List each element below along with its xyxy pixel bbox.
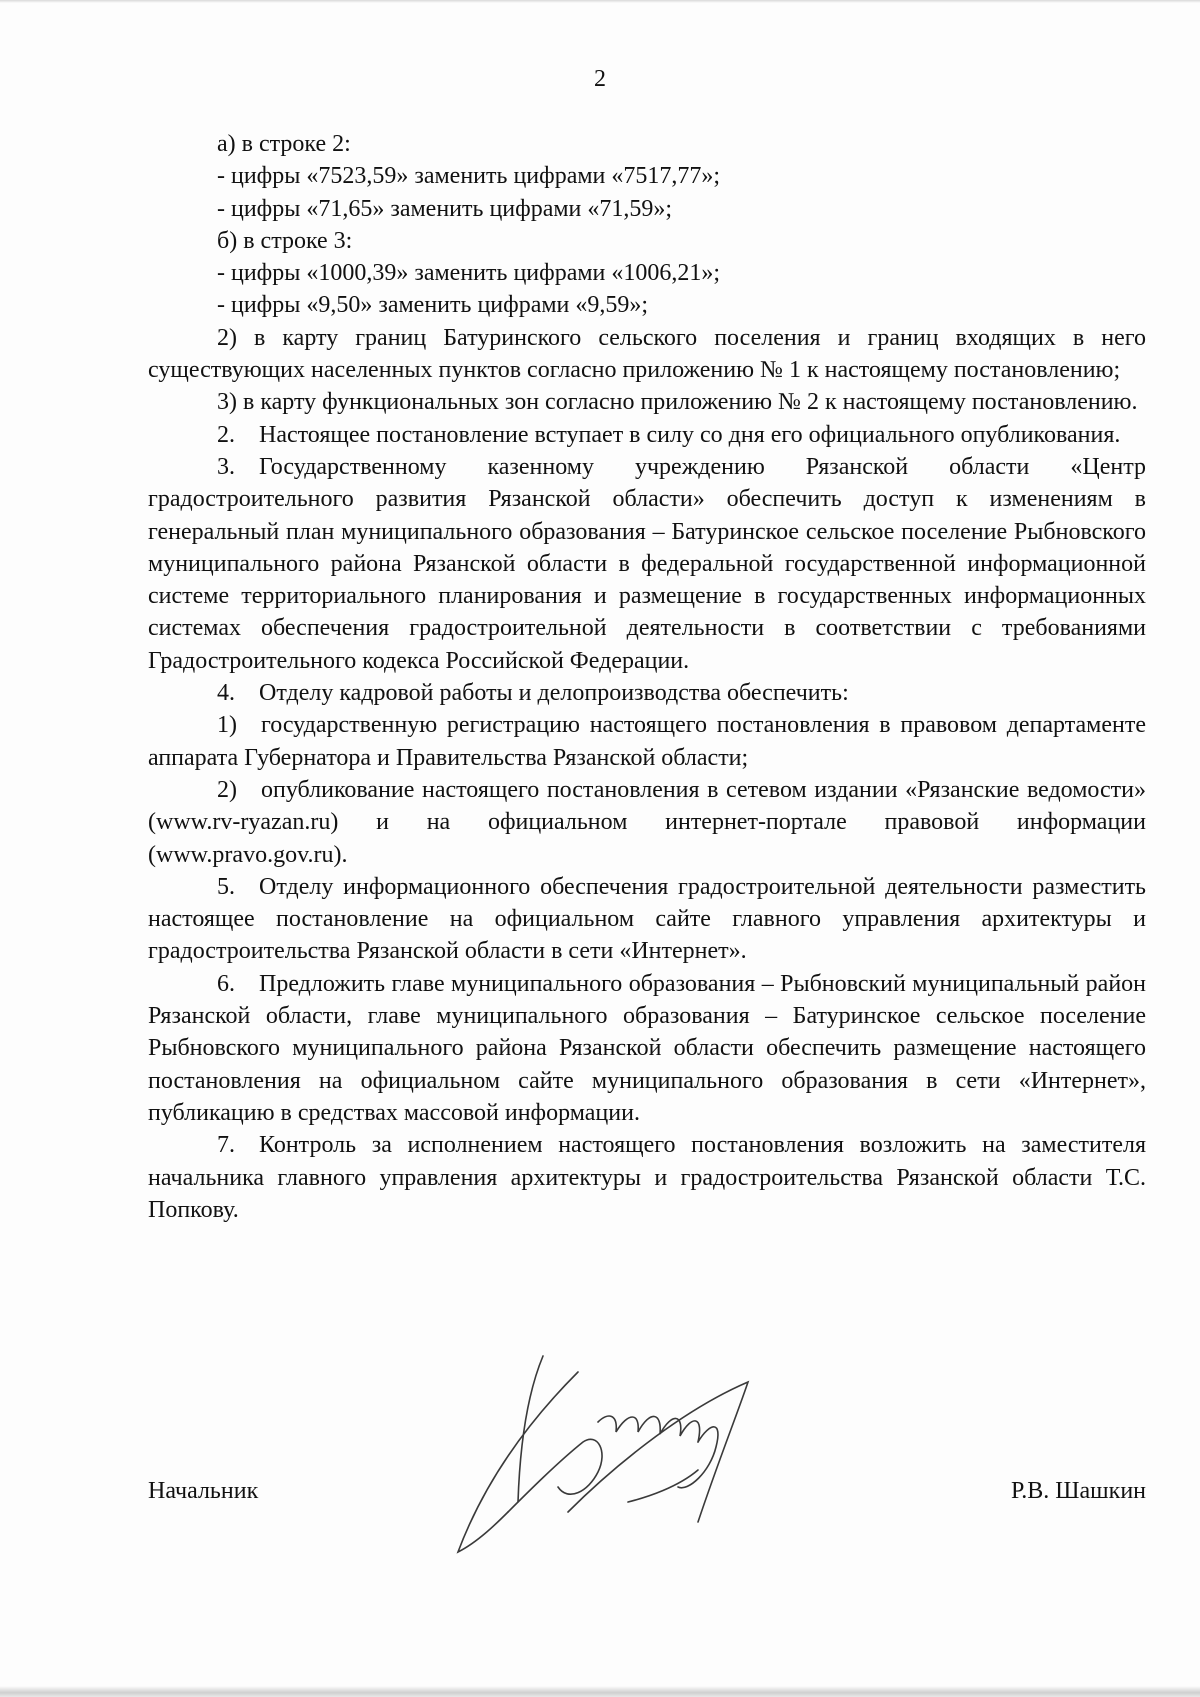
paragraph-1b-item-1: - цифры «1000,39» заменить цифрами «1006,21»; bbox=[217, 260, 721, 287]
paragraph-1a-item-2: - цифры «71,65» заменить цифрами «71,59»; bbox=[217, 195, 673, 222]
paragraph-7: 7. Контроль за исполнением настоящего постановления возложить на заместителя начальника главного управления архитектуры и градостроительства Рязанской области Т.С. Попкову. bbox=[148, 1132, 1146, 1223]
signatory-name: Р.В. Шашкин bbox=[1010, 1478, 1146, 1504]
paragraph-1b: б) в строке 3: bbox=[217, 227, 353, 254]
handwritten-signature bbox=[448, 1352, 788, 1592]
scan-edge-bottom bbox=[0, 1686, 1200, 1697]
paragraph-4: 4. Отделу кадровой работы и делопроизводства обеспечить: bbox=[217, 680, 849, 707]
paragraph-1a-item-1: - цифры «7523,59» заменить цифрами «7517,77»; bbox=[217, 163, 721, 190]
document-body bbox=[148, 128, 1146, 1226]
paragraph-1-2: 2) в карту границ Батуринского сельского поселения и границ входящих в него существующих населенных пунктов согласно приложению № 1 к настоящему постановлению; bbox=[148, 324, 1146, 384]
scan-edge-top bbox=[0, 0, 1200, 3]
signature-stroke-4 bbox=[598, 1416, 700, 1442]
paragraph-4-2: 2) опубликование настоящего постановления в сетевом издании «Рязанские ведомости» (www.rv-ryazan.ru) и на официальном интернет-портале правовой информации (www.pravo.gov.ru). bbox=[148, 776, 1146, 868]
signature-stroke-5 bbox=[678, 1427, 718, 1488]
paragraph-1b-item-2: - цифры «9,50» заменить цифрами «9,59»; bbox=[217, 292, 649, 319]
paragraph-4-1: 1) государственную регистрацию настоящего постановления в правовом департаменте аппарата Губернатора и Правительства Рязанской области; bbox=[148, 712, 1146, 771]
paragraph-1-3: 3) в карту функциональных зон согласно приложению № 2 к настоящему постановлению. bbox=[217, 389, 1138, 416]
paragraph-6: 6. Предложить главе муниципального образования – Рыбновский муниципальный район Рязанской области, главе муниципального образования – Батуринское сельское поселение Рыбновского муниципального района Рязанской области обеспечить размещение настоящего постановления на официальном сайте муниципального образования в сети «Интернет», публикацию в средствах массовой информации. bbox=[148, 970, 1146, 1126]
signature-stroke-6 bbox=[568, 1382, 748, 1522]
paragraph-2: 2. Настоящее постановление вступает в силу со дня его официального опубликования. bbox=[217, 421, 1121, 448]
signatory-title: Начальник bbox=[148, 1478, 259, 1504]
page-number: 2 bbox=[594, 66, 606, 92]
paragraph-3: 3. Государственному казенному учреждению Рязанской области «Центр градостроительного развития Рязанской области» обеспечить доступ к изменениям в генеральный план муниципального образования – Батуринское сельское поселение Рыбновского муниципального района Рязанской области в федеральной государственной информационной системе территориального планирования и размещение в государственных информационных системах обеспечения градостроительной деятельности в соответствии с требованиями Градостроительного кодекса Российской Федерации. bbox=[148, 453, 1146, 674]
paragraph-5: 5. Отделу информационного обеспечения градостроительной деятельности разместить настоящее постановление на официальном сайте главного управления архитектуры и градостроительства Рязанской области в сети «Интернет». bbox=[148, 873, 1146, 965]
paragraph-1a: а) в строке 2: bbox=[217, 131, 351, 157]
signature-stroke-1 bbox=[518, 1356, 543, 1502]
